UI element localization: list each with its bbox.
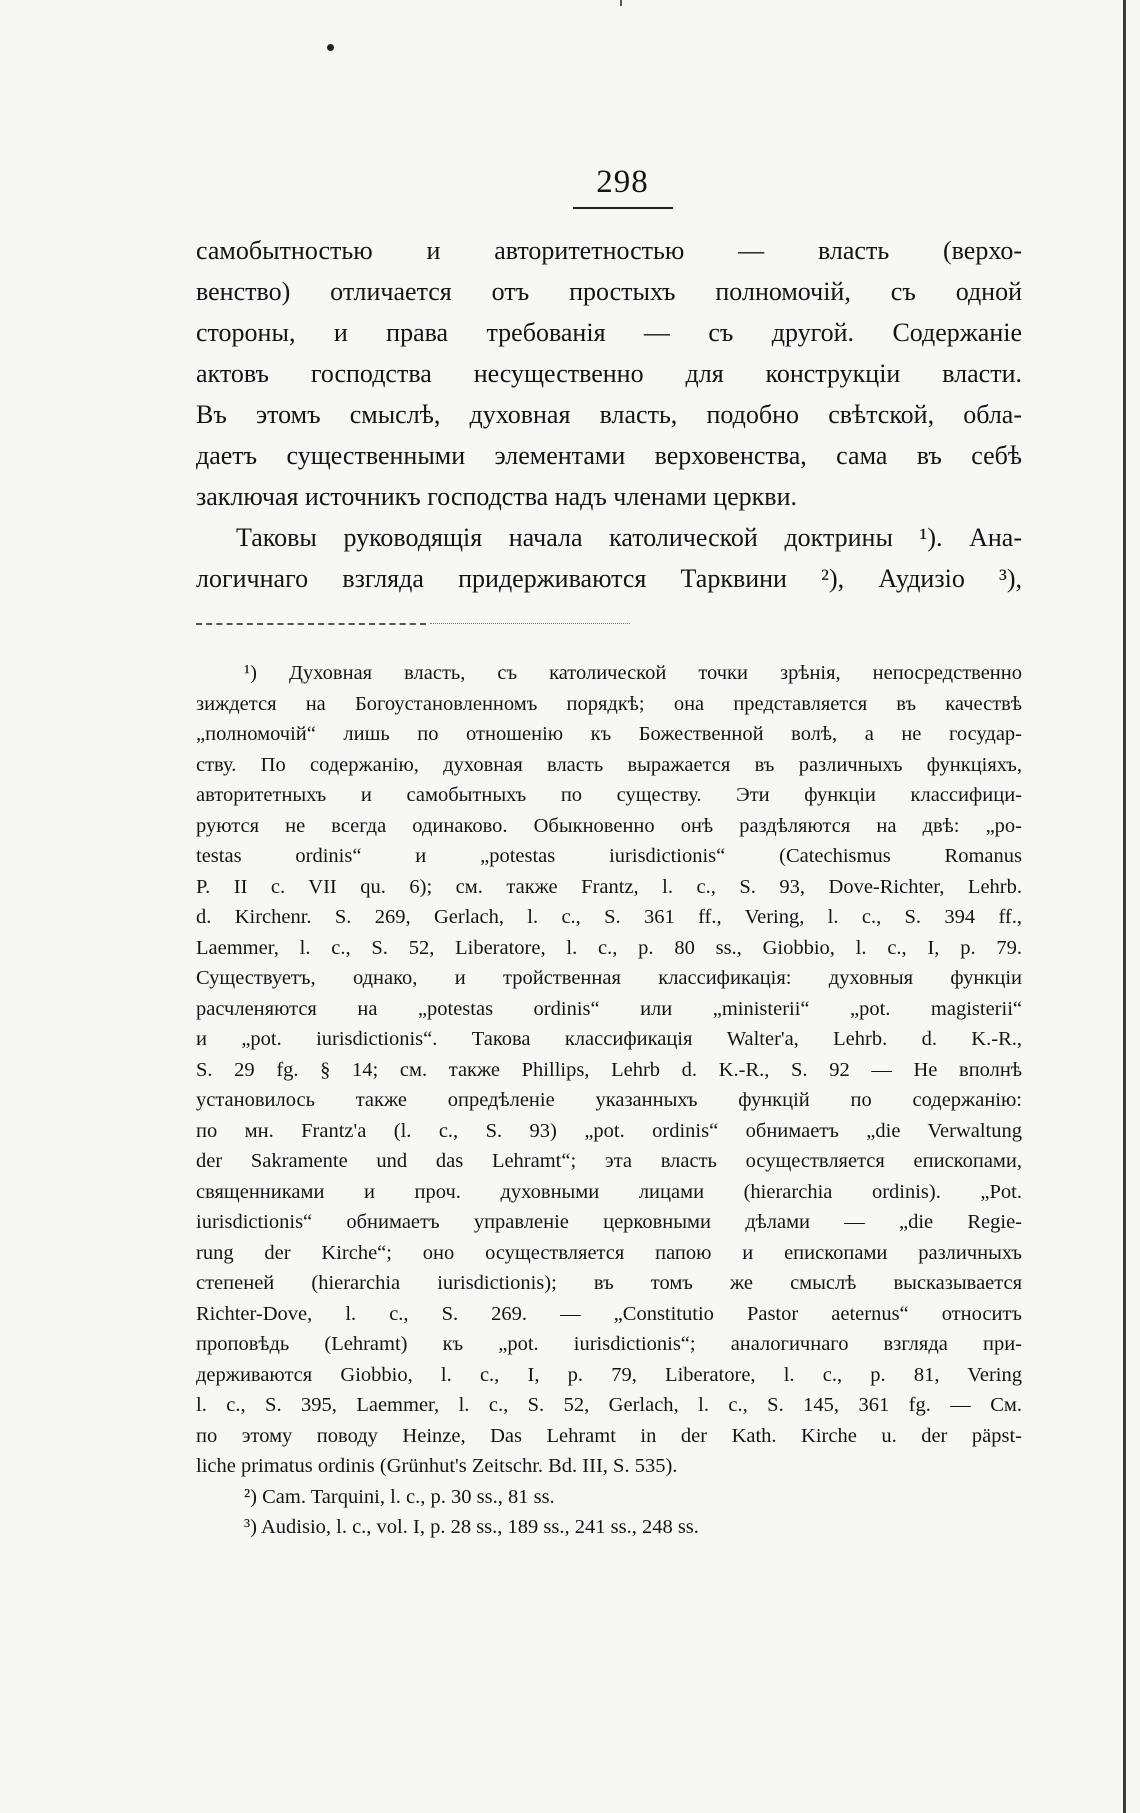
footnote-1-line: степеней (hierarchia iurisdictionis); въ томъ же смыслѣ высказывается (196, 1272, 1022, 1294)
page-number: 298 (596, 164, 649, 200)
footnote-1-line: священниками и проч. духовными лицами (hierarchia ordinis). „Pot. (196, 1180, 1022, 1203)
footnote-1-line: руются не всегда одинаково. Обыкновенно онѣ раздѣляются на двѣ: „po- (196, 814, 1022, 837)
main-text-line: Таковы руководящія начала католической доктрины ¹). Ана- (236, 523, 1022, 552)
main-text-line: Въ этомъ смыслѣ, духовная власть, подобно свѣтской, обла- (196, 400, 1022, 429)
main-text-line: логичнаго взгляда придерживаются Тарквини ²), Аудизіо ³), (196, 564, 1022, 593)
footnote-1-line: „полномочій“ лишь по отношенію къ Божественной волѣ, а не государ- (196, 723, 1022, 745)
main-text-line: стороны, и права требованія — съ другой. Содержаніе (196, 318, 1022, 347)
footnote-1-line: Существуетъ, однако, и тройственная классификація: духовныя функціи (196, 967, 1022, 989)
footnote-1-line: l. c., S. 395, Laemmer, l. c., S. 52, Gerlach, l. c., S. 145, 361 fg. — См. (196, 1394, 1022, 1416)
footnote-1-line: зиждется на Богоустановленномъ порядкѣ; она представляется въ качествѣ (196, 692, 1022, 715)
footnotes-block (196, 658, 1022, 1543)
footnote-1-line: установилось также опредѣленіе указанныхъ функцій по содержанію: (196, 1089, 1022, 1111)
footnote-1-line: держиваются Giobbio, l. c., I, p. 79, Liberatore, l. c., p. 81, Vering (196, 1363, 1022, 1386)
footnote-1-line: liche primatus ordinis (Grünhut's Zeitschr. Bd. III, S. 535). (196, 1455, 678, 1477)
page-number-rule (573, 207, 673, 209)
page-edge-shadow (1123, 0, 1126, 1813)
main-text-line: актовъ господства несущественно для конструкціи власти. (196, 359, 1022, 388)
footnote-1-line: Richter-Dove, l. c., S. 269. — „Constitutio Pastor aeternus“ относитъ (196, 1302, 1022, 1325)
main-text-line: самобытностью и авторитетностью — власть (верхо- (196, 236, 1022, 265)
footnote-1-line: rung der Kirche“; оно осуществляется папою и епископами различныхъ (196, 1241, 1022, 1264)
footnote-1-line: авторитетныхъ и самобытныхъ по существу. Эти функціи классифици- (196, 784, 1022, 806)
footnote-2: ²) Cam. Tarquini, l. c., p. 30 ss., 81 ss. (244, 1485, 555, 1508)
main-text-line: даетъ существенными элементами верховенства, сама въ себѣ (196, 441, 1022, 470)
footnote-separator (196, 623, 426, 625)
footnote-1-line: по этому поводу Heinze, Das Lehramt in der Kath. Kirche u. der päpst- (196, 1424, 1022, 1447)
ink-dot (327, 44, 334, 51)
main-text-line: венство) отличается отъ простыхъ полномочій, съ одной (196, 277, 1022, 306)
footnote-1-line: ству. По содержанію, духовная власть выражается въ различныхъ функціяхъ, (196, 753, 1022, 776)
main-text-line: заключая источникъ господства надъ членами церкви. (196, 482, 797, 511)
footnote-1-line: ¹) Духовная власть, съ католической точки зрѣнія, непосредственно (244, 662, 1022, 684)
footnote-1-line: и „pot. iurisdictionis“. Такова классификація Walter'a, Lehrb. d. K.-R., (196, 1028, 1022, 1050)
footnote-1-line: d. Kirchenr. S. 269, Gerlach, l. c., S. 361 ff., Vering, l. c., S. 394 ff., (196, 906, 1022, 928)
top-edge-mark (620, 0, 622, 6)
footnote-1-line: расчленяются на „potestas ordinis“ или „ministerii“ „pot. magisterii“ (196, 997, 1022, 1020)
footnote-1-line: проповѣдь (Lehramt) къ „pot. iurisdictionis“; аналогичнаго взгляда при- (196, 1333, 1022, 1355)
footnote-3: ³) Audisio, l. c., vol. I, p. 28 ss., 189 ss., 241 ss., 248 ss. (244, 1516, 699, 1538)
footnote-1-line: P. II c. VII qu. 6); см. также Frantz, l. c., S. 93, Dove-Richter, Lehrb. (196, 875, 1022, 898)
footnote-1-line: iurisdictionis“ обнимаетъ управленіе церковными дѣлами — „die Regie- (196, 1211, 1022, 1233)
footnote-1-line: по мн. Frantz'a (l. c., S. 93) „pot. ordinis“ обнимаетъ „die Verwaltung (196, 1119, 1022, 1142)
footnote-1-line: S. 29 fg. § 14; см. также Phillips, Lehrb d. K.-R., S. 92 — Не вполнѣ (196, 1058, 1022, 1081)
footnote-1-line: testas ordinis“ и „potestas iurisdictionis“ (Catechismus Romanus (196, 845, 1022, 867)
footnote-separator-dots (430, 623, 630, 624)
main-text-block (196, 230, 1022, 599)
footnote-1-line: der Sakramente und das Lehramt“; эта власть осуществляется епископами, (196, 1150, 1022, 1172)
footnote-1-line: Laemmer, l. c., S. 52, Liberatore, l. c., p. 80 ss., Giobbio, l. c., I, p. 79. (196, 936, 1022, 959)
